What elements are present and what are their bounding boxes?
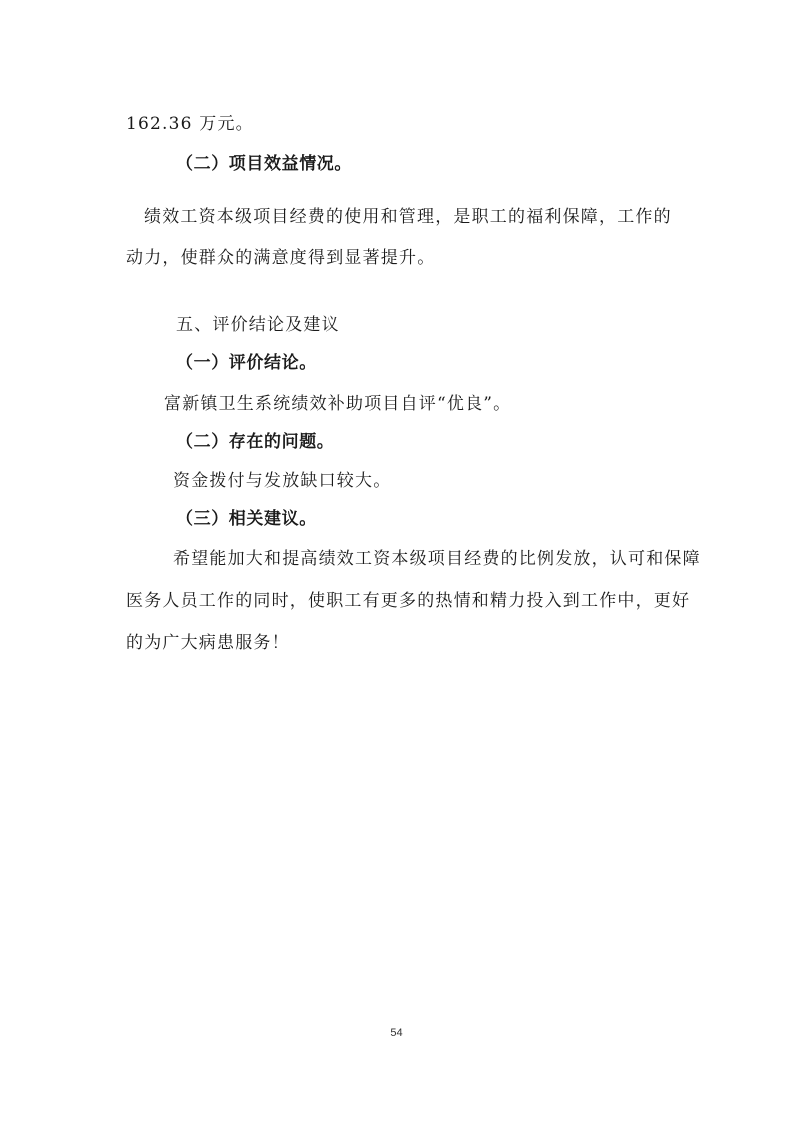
subsection-heading-existing-problems: （二）存在的问题。 — [176, 432, 335, 452]
paragraph-line-funding-gap: 资金拨付与发放缺口较大。 — [173, 471, 392, 491]
page-number: 54 — [390, 1027, 403, 1039]
paragraph-line: 动力，使群众的满意度得到显著提升。 — [126, 248, 436, 268]
subsection-heading-suggestions: （三）相关建议。 — [176, 509, 317, 529]
section-heading-project-benefits: （二）项目效益情况。 — [176, 154, 352, 174]
paragraph-line: 希望能加大和提高绩效工资本级项目经费的比例发放，认可和保障 — [173, 549, 701, 569]
subsection-heading-evaluation-conclusion: （一）评价结论。 — [176, 353, 317, 373]
paragraph-line: 医务人员工作的同时，使职工有更多的热情和精力投入到工作中，更好 — [126, 591, 691, 611]
paragraph-line: 绩效工资本级项目经费的使用和管理，是职工的福利保障，工作的 — [144, 207, 672, 227]
paragraph-line: 的为广大病患服务！ — [126, 633, 290, 653]
paragraph-line-self-evaluation: 富新镇卫生系统绩效补助项目自评“优良”。 — [164, 394, 512, 414]
paragraph-line-amount: 162.36 万元。 — [126, 114, 254, 134]
section-heading-conclusions: 五、评价结论及建议 — [176, 315, 340, 335]
